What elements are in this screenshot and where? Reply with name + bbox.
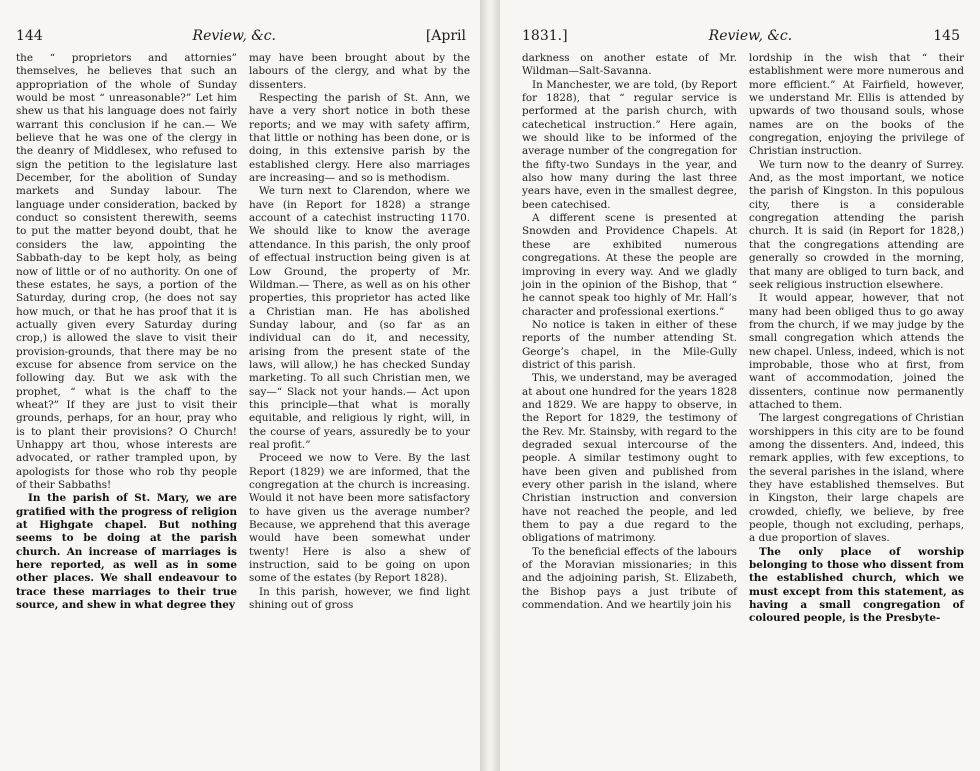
- paragraph: The largest congregations of Christian worshippers in this city are to be found among the dissenters. And, indeed, this remark applies, with few exceptions, to the several parishes in the island, where they have established themselves. But in Kingston, their large chapels are crowded, chiefly, we believe, by free people, though not excluding, perhaps, a due proportion of slaves.: [749, 412, 964, 545]
- right-page: [500, 0, 980, 771]
- page-number: 145: [933, 28, 960, 44]
- right-page-header: [522, 28, 964, 44]
- paragraph: lordship in the wish that “ their establishment were more numerous and more efficient.” At Fairfield, however, we understand Mr. Ellis is attended by upwards of two thousand souls, whose names are on the books of the congregation, enjoying the privilege of Christian instruction.: [749, 52, 964, 158]
- right-page-columns: [522, 52, 964, 626]
- paragraph: No notice is taken in either of these reports of the number attending St. George’s chapel, in the Mile-Gully district of this parish.: [522, 318, 737, 371]
- paragraph: Proceed we now to Vere. By the last Report (1829) we are informed, that the congregation at the church is increasing. Would it not have been more satisfactory to have given us the average number? Because, we apprehend that this average would have been somewhat under twenty! Here is also a shew of instruction, said to be going on upon some of the estates (by Report 1828).: [249, 452, 470, 585]
- paragraph: We turn next to Clarendon, where we have (in Report for 1828) a strange account of a catechist instructing 1170. We should like to know the average attendance. In this parish, the only proof of effectual instruction being given is at Low Ground, the property of Mr. Wildman.— There, as well as on his other properties, this proprietor has acted like a Christian man. He has abolished Sunday labour, and (so far as an individual can do it, and necessity, arising from the present state of the laws, will allow,) he has checked Sunday marketing. To all such Christian men, we say—“ Slack not your hands.— Act upon this principle—that what is morally equitable, and religious ly right, will, in the course of years, assuredly be to your real profit.”: [249, 185, 470, 451]
- header-month: [April: [425, 28, 466, 44]
- paragraph: It would appear, however, that not many had been obliged thus to go away from the church, if we may judge by the small congregation which attends the new chapel. Unless, indeed, which is not improbable, those who at first, from want of accommodation, joined the dissenters, continue now permanently attached to them.: [749, 292, 964, 411]
- paragraph: The only place of worship belonging to those who dissent from the established church, which we must except from this statement, as having a small congregation of coloured people, is the Presbyte-: [749, 545, 964, 625]
- paragraph: A different scene is presented at Snowden and Providence Chapels. At these are exhibited numerous congregations. At these the people are improving in every way. And we gladly join in the opinion of the Bishop, that “ he cannot speak too highly of Mr. Hall’s character and professional exertions.”: [522, 212, 737, 318]
- header-year: 1831.]: [522, 28, 568, 44]
- book-gutter: [480, 0, 500, 771]
- paragraph: This, we understand, may be averaged at about one hundred for the years 1828 and 1829. We are happy to observe, in the Report for 1829, the testimony of the Rev. Mr. Stainsby, with regard to the degraded sexual intercourse of the people. A similar testimony ought to have been given and published from every other parish in the island, where Christian instruction and conversion have not reached the people, and led them to pay a due regard to the obligations of matrimony.: [522, 372, 737, 545]
- left-column-2: [249, 52, 470, 612]
- paragraph: may have been brought about by the labours of the clergy, and what by the dissenters.: [249, 52, 470, 91]
- page-number: 144: [16, 28, 43, 44]
- paragraph: In Manchester, we are told, (by Report for 1828), that “ regular service is performed at the parish church, with catechetical instruction.” Here again, we should like to be informed of the average number of the congregation for the fifty-two Sundays in the year, and also how many during the last three years have, even in the smallest degree, been catechised.: [522, 78, 737, 211]
- paragraph: darkness on another estate of Mr. Wildman—Salt-Savanna.: [522, 52, 737, 78]
- left-page-header: [16, 28, 470, 44]
- left-page-columns: [16, 52, 470, 612]
- paragraph: the “ proprietors and attornies” themselves, he believes that such an appropriation of the whole of Sunday would be most “ unreasonable?” Let him shew us that his language does not fairly warrant this conclusion if he can.— We believe that he was one of the clergy in the deanry of Middlesex, who refused to sign the petition to the legislature last December, for the abolition of Sunday markets and Sunday labour. The language under consideration, backed by conduct so consistent therewith, seems to put the matter beyond doubt, that he considers the law, appointing the Sabbath-day to be kept holy, as being now of little or of no authority. On one of these estates, he says, a portion of the Saturday, during crop, (he does not say how much, or that he has proof that it is actually given every Saturday during crop,) is allowed the slave to visit their provision-grounds, that there may be no excuse for absence from service on the following day. But we ask with the prophet, “ what is the chaff to the wheat?” If they are just to visit their grounds, perhaps, for an hour, pray who is to plant their provisions? O Church! Unhappy art thou, whose interests are advocated, or rather trampled upon, by apologists for those who rob thy people of their Sabbaths!: [16, 52, 237, 491]
- left-page: [0, 0, 480, 771]
- right-column-1: [522, 52, 737, 626]
- running-title: Review, &c.: [708, 28, 793, 44]
- paragraph: To the beneficial effects of the labours of the Moravian missionaries; in this and the adjoining parish, St. Elizabeth, the Bishop pays a just tribute of commendation. And we heartily join his: [522, 545, 737, 612]
- paragraph: We turn now to the deanry of Surrey. And, as the most important, we notice the parish of Kingston. In this populous city, there is a considerable congregation attending the parish church. It is said (in Report for 1828,) that the congregations attending are generally so crowded in the morning, that many are obliged to turn back, and seek religious instruction elsewhere.: [749, 158, 964, 291]
- running-title: Review, &c.: [192, 28, 277, 44]
- paragraph: In the parish of St. Mary, we are gratified with the progress of religion at Highgate chapel. But nothing seems to be doing at the parish church. An increase of marriages is here reported, as well as in some other places. We shall endeavour to trace these marriages to their true source, and shew in what degree they: [16, 492, 237, 612]
- left-column-1: [16, 52, 237, 612]
- paragraph: In this parish, however, we find light shining out of gross: [249, 585, 470, 612]
- right-column-2: [749, 52, 964, 626]
- paragraph: Respecting the parish of St. Ann, we have a very short notice in both these reports; and we may with safety affirm, that little or nothing has been done, or is doing, in this extensive parish by the established clergy. Here also marriages are increasing— and so is methodism.: [249, 92, 470, 185]
